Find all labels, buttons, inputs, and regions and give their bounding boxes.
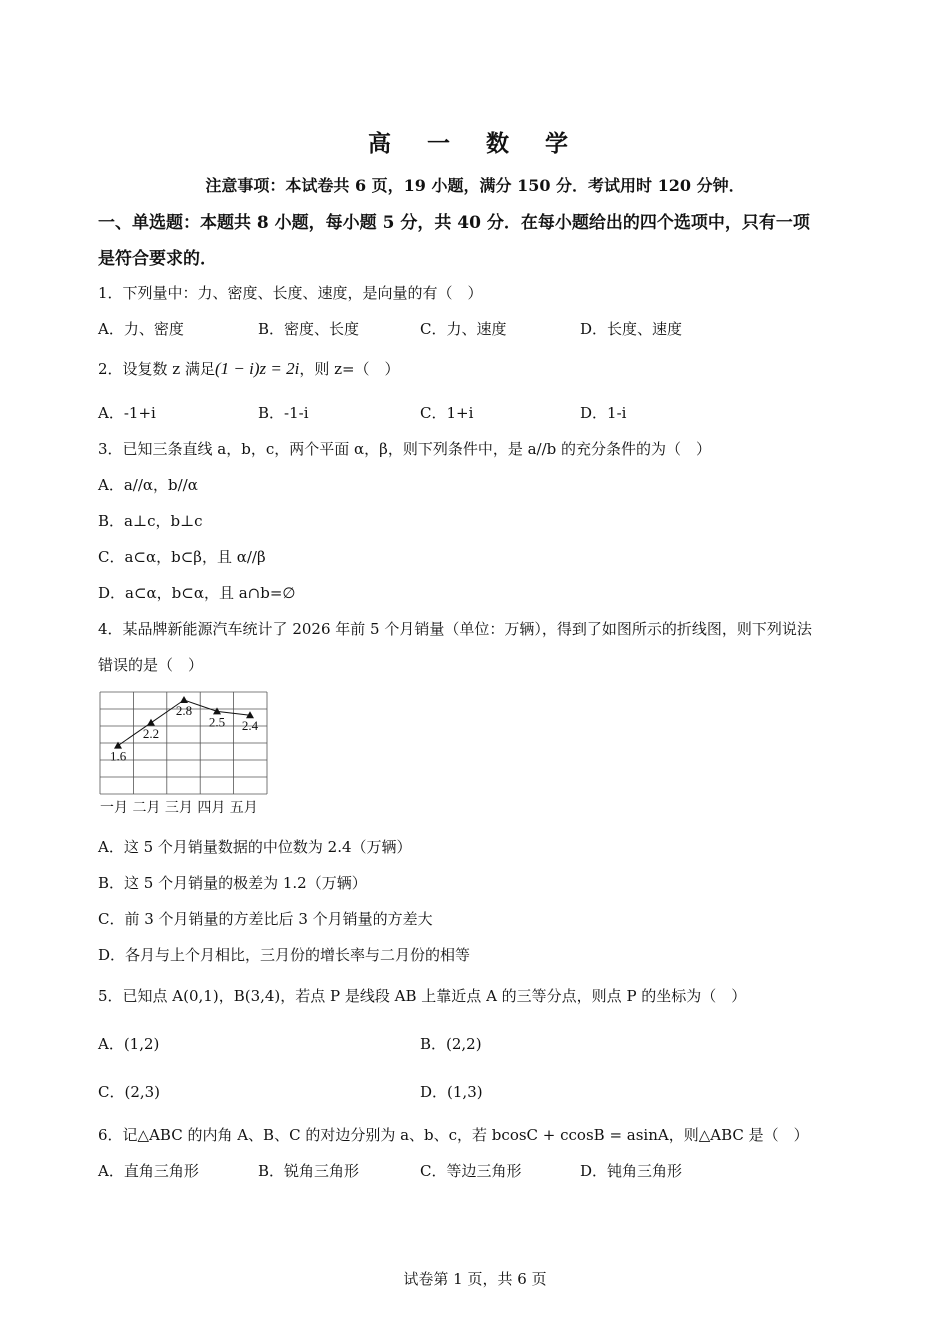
question-5-option-b: B．(2,2) <box>420 1035 482 1053</box>
question-6-option-d: D．钝角三角形 <box>580 1162 683 1180</box>
question-5-option-d: D．(1,3) <box>420 1083 483 1101</box>
question-6-option-a: A．直角三角形 <box>98 1162 199 1180</box>
section-heading-line2: 是符合要求的． <box>98 249 217 269</box>
question-3-option-b: B．a⊥c，b⊥c <box>98 512 203 530</box>
question-6-option-b: B．锐角三角形 <box>258 1162 360 1180</box>
question-6-option-c: C．等边三角形 <box>420 1162 522 1180</box>
question-2-stem-text: 2．设复数 z 满足 <box>98 360 215 378</box>
section-heading-line1: 一、单选题：本题共 8 小题，每小题 5 分，共 40 分．在每小题给出的四个选项中，只有一项 <box>98 213 810 233</box>
question-2-equation: (1 − i)z = 2i <box>214 359 300 378</box>
question-1-option-c: C．力、速度 <box>420 320 507 338</box>
question-5-option-a: A．(1,2) <box>98 1035 160 1053</box>
question-1-option-d: D．长度、速度 <box>580 320 683 338</box>
question-5-option-c: C．(2,3) <box>98 1083 161 1101</box>
page-title: 高 一 数 学 <box>367 130 583 157</box>
data-point-marker <box>147 719 155 726</box>
exam-notice: 注意事项：本试卷共 6 页，19 小题，满分 150 分．考试用时 120 分钟． <box>205 176 745 195</box>
question-4-option-d: D．各月与上个月相比，三月份的增长率与二月份的相等 <box>98 946 471 964</box>
question-5-stem: 5．已知点 A(0,1)，B(3,4)，若点 P 是线段 AB 上靠近点 A 的三等分点，则点 P 的坐标为（ ） <box>98 987 747 1005</box>
sales-line-chart <box>96 690 272 796</box>
question-1-option-b: B．密度、长度 <box>258 320 360 338</box>
question-2-stem <box>98 358 400 379</box>
question-4-option-c: C．前 3 个月销量的方差比后 3 个月销量的方差大 <box>98 910 433 928</box>
data-label: 1.6 <box>110 748 127 764</box>
chart-marks <box>110 696 259 764</box>
data-label: 2.2 <box>142 725 160 741</box>
data-label: 2.5 <box>208 714 226 730</box>
question-1-option-a: A．力、密度 <box>98 320 184 338</box>
question-3-option-d: D．a⊂α，b⊂α，且 a∩b=∅ <box>98 584 296 602</box>
question-2-option-c: C．1+i <box>420 404 474 422</box>
chart-x-axis-labels: 一月 二月 三月 四月 五月 <box>100 800 258 816</box>
question-2-option-d: D．1-i <box>580 404 627 422</box>
data-point-marker <box>180 696 188 703</box>
question-2-option-a: A．-1+i <box>98 404 156 422</box>
question-3-option-c: C．a⊂α，b⊂β，且 α//β <box>98 548 266 566</box>
question-4-option-b: B．这 5 个月销量的极差为 1.2（万辆） <box>98 874 367 892</box>
question-4-option-a: A．这 5 个月销量数据的中位数为 2.4（万辆） <box>98 838 412 856</box>
question-1-stem: 1．下列量中：力、密度、长度、速度，是向量的有（ ） <box>98 284 483 302</box>
data-label: 2.4 <box>241 718 259 734</box>
question-2-option-b: B．-1-i <box>258 404 309 422</box>
question-4-stem-line1: 4．某品牌新能源汽车统计了 2026 年前 5 个月销量（单位：万辆），得到了如图所示的折线图，则下列说法 <box>98 620 812 638</box>
question-6-stem: 6．记△ABC 的内角 A、B、C 的对边分别为 a、b、c，若 bcosC + ccosB = asinA，则△ABC 是（ ） <box>98 1126 809 1144</box>
question-4-stem-line2: 错误的是（ ） <box>98 656 204 674</box>
question-3-stem: 3．已知三条直线 a，b，c，两个平面 α，β，则下列条件中，是 a//b 的充分条件的为（ ） <box>98 440 712 458</box>
question-3-option-a: A．a//α，b//α <box>98 476 198 494</box>
page-footer: 试卷第 1 页，共 6 页 <box>403 1270 547 1288</box>
question-2-stem-tail: ，则 z=（ ） <box>299 360 400 378</box>
data-label: 2.8 <box>175 703 193 718</box>
